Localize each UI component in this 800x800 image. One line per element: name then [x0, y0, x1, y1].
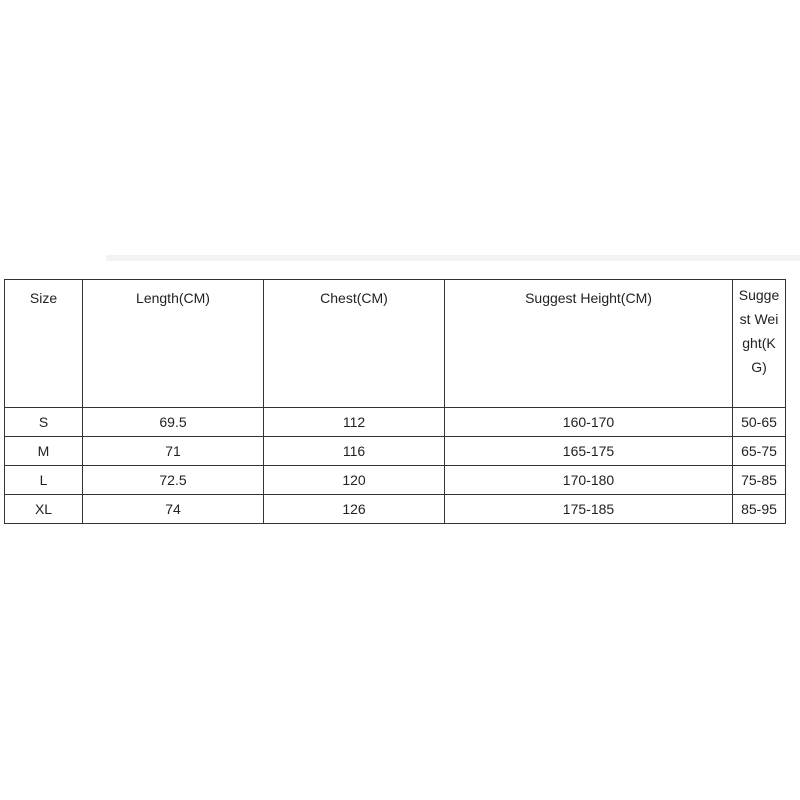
cell-size: XL: [5, 495, 83, 524]
cell-height: 165-175: [445, 437, 733, 466]
cell-weight: 65-75: [733, 437, 786, 466]
table-row: [5, 466, 786, 495]
cell-weight: 85-95: [733, 495, 786, 524]
cell-length: 72.5: [83, 466, 264, 495]
table-row: [5, 408, 786, 437]
cell-length: 69.5: [83, 408, 264, 437]
cell-length: 74: [83, 495, 264, 524]
cell-length: 71: [83, 437, 264, 466]
cell-height: 175-185: [445, 495, 733, 524]
header-suggest-height: Suggest Height(CM): [445, 280, 733, 408]
cell-size: L: [5, 466, 83, 495]
header-chest: Chest(CM): [264, 280, 445, 408]
cell-weight: 75-85: [733, 466, 786, 495]
cell-weight: 50-65: [733, 408, 786, 437]
cell-chest: 126: [264, 495, 445, 524]
cell-size: M: [5, 437, 83, 466]
cell-size: S: [5, 408, 83, 437]
decorative-divider: [106, 255, 800, 261]
header-length: Length(CM): [83, 280, 264, 408]
table-row: [5, 495, 786, 524]
cell-chest: 116: [264, 437, 445, 466]
size-chart-table: [4, 279, 786, 524]
cell-chest: 112: [264, 408, 445, 437]
header-size: Size: [5, 280, 83, 408]
cell-height: 160-170: [445, 408, 733, 437]
cell-chest: 120: [264, 466, 445, 495]
table-row: [5, 437, 786, 466]
cell-height: 170-180: [445, 466, 733, 495]
header-suggest-weight: Suggest Weight(KG): [733, 280, 786, 408]
table-header-row: [5, 280, 786, 408]
